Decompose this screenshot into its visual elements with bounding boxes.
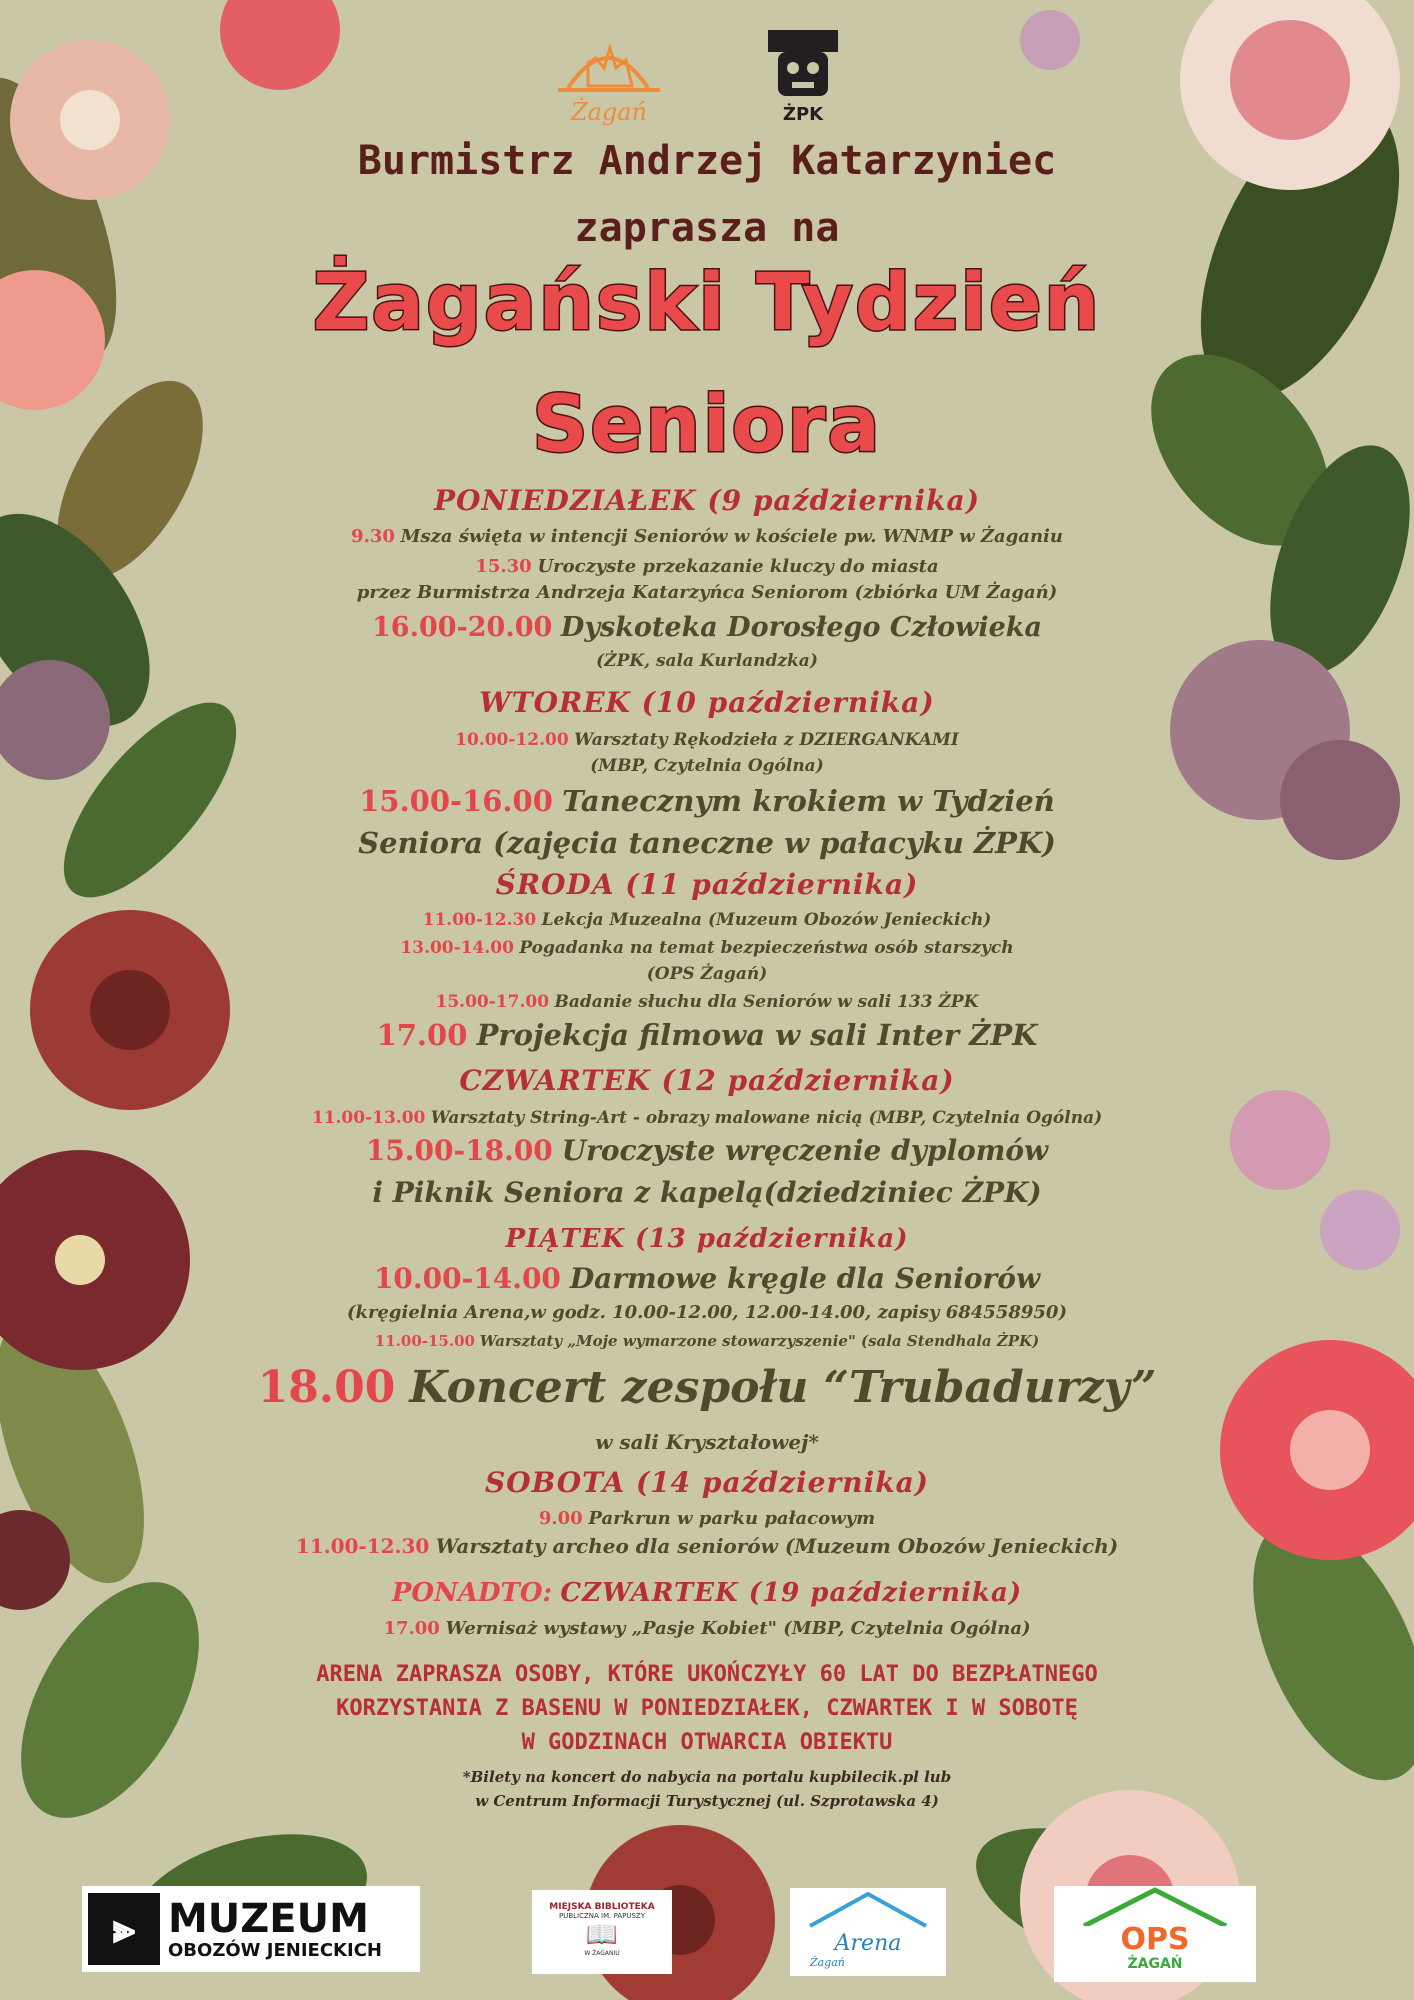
- extra-heading: [130, 1578, 1284, 1608]
- event-time: 17.00: [376, 1018, 468, 1052]
- event-row: [130, 1108, 1284, 1128]
- extra-prefix: PONADTO:: [391, 1578, 553, 1608]
- event-row: [130, 1018, 1284, 1052]
- event-row: [130, 1618, 1284, 1639]
- zagan-logo-text: Żagań: [570, 98, 648, 126]
- ops-logo: [1054, 1886, 1256, 1982]
- event-text: Uroczyste wręczenie dyplomów: [561, 1134, 1049, 1167]
- saturday-heading: SOBOTA (14 października): [484, 1466, 929, 1499]
- ticket-note-line2: w Centrum Informacji Turystycznej (ul. Szprotawska 4): [475, 1792, 939, 1810]
- event-time: 9.00: [538, 1508, 583, 1529]
- muzeum-mark-icon: ⫸: [88, 1893, 160, 1965]
- wednesday-heading: ŚRODA (11 października): [495, 868, 919, 901]
- thursday-heading: CZWARTEK (12 października): [459, 1064, 955, 1097]
- event-row: [130, 1134, 1284, 1167]
- header-line1: Burmistrz Andrzej Katarzyniec: [357, 138, 1057, 184]
- event-subtext: (MBP, Czytelnia Ogólna): [590, 756, 824, 776]
- event-time: 18.00: [257, 1362, 396, 1413]
- muzeum-subname: OBOZÓW JENIECKICH: [168, 1939, 382, 1961]
- event-row: [130, 938, 1284, 958]
- event-row: [130, 1508, 1284, 1529]
- event-text-cont: i Piknik Seniora z kapelą(dziedziniec ŻPK): [372, 1176, 1042, 1209]
- event-time: 13.00-14.00: [400, 938, 514, 958]
- title-line2: Seniora: [531, 380, 883, 470]
- event-row: [130, 1332, 1284, 1350]
- event-text-cont: Seniora (zajęcia taneczne w pałacyku ŻPK): [358, 826, 1056, 860]
- tuesday-heading: WTOREK (10 października): [479, 686, 935, 719]
- event-text: Dyskoteka Dorosłego Człowieka: [560, 612, 1042, 643]
- event-text: Warsztaty Rękodzieła z DZIERGANKAMI: [574, 730, 959, 750]
- event-text-cont: przez Burmistrza Andrzeja Katarzyńca Seniorom (zbiórka UM Żagań): [356, 582, 1058, 603]
- mbp-name: MIEJSKA BIBLIOTEKA: [549, 1902, 655, 1912]
- event-row: [130, 910, 1284, 930]
- header-line2: zaprasza na: [574, 205, 840, 251]
- flower-decoration: [60, 90, 120, 150]
- arena-notice-line2: KORZYSTANIA Z BASENU W PONIEDZIAŁEK, CZWARTEK I W SOBOTĘ: [336, 1696, 1078, 1721]
- event-time: 11.00-12.30: [295, 1534, 430, 1558]
- extra-day: CZWARTEK (19 października): [560, 1578, 1023, 1608]
- ops-name: OPS: [1120, 1922, 1190, 1957]
- event-text: Koncert zespołu “Trubadurzy”: [409, 1362, 1157, 1413]
- ticket-note-line1: *Bilety na koncert do nabycia na portalu kupbilecik.pl lub: [462, 1768, 952, 1786]
- flower-decoration: [1320, 1190, 1400, 1270]
- arena-roof-icon: [790, 1888, 946, 1928]
- arena-name: Arena: [834, 1931, 902, 1956]
- event-time: 15.00-16.00: [359, 784, 553, 818]
- event-time: 10.00-14.00: [373, 1262, 561, 1295]
- event-row: [130, 612, 1284, 643]
- event-subtext: (ŻPK, sala Kurlandzka): [596, 651, 818, 671]
- event-row: [130, 992, 1284, 1012]
- event-text: Warsztaty archeo dla seniorów (Muzeum Obozów Jenieckich): [435, 1534, 1119, 1558]
- event-text: Warsztaty „Moje wymarzone stowarzyszenie" (sala Stendhala ŻPK): [479, 1332, 1040, 1350]
- event-time: 11.00-13.00: [311, 1108, 426, 1128]
- event-text: Projekcja filmowa w sali Inter ŻPK: [476, 1018, 1038, 1052]
- flower-decoration: [55, 1235, 105, 1285]
- arena-notice-line1: ARENA ZAPRASZA OSOBY, KTÓRE UKOŃCZYŁY 60 LAT DO BEZPŁATNEGO: [316, 1662, 1098, 1687]
- event-time: 10.00-12.00: [455, 730, 569, 750]
- mbp-subname: PUBLICZNA IM. PAPUSZY: [558, 1912, 646, 1920]
- arena-logo: [790, 1888, 946, 1976]
- event-subtext: (OPS Żagań): [646, 964, 768, 984]
- event-row: [130, 1262, 1284, 1295]
- flower-decoration: [1290, 1410, 1370, 1490]
- event-row: [130, 556, 1284, 577]
- event-time: 15.00-17.00: [435, 992, 550, 1012]
- ops-city: ŻAGAŃ: [1127, 1956, 1183, 1972]
- event-text: Msza święta w intencji Seniorów w kościele pw. WNMP w Żaganiu: [400, 526, 1063, 547]
- event-text: Tanecznym krokiem w Tydzień: [562, 784, 1055, 818]
- muzeum-logo: [82, 1886, 420, 1972]
- mbp-city: W ŻAGANIU: [584, 1950, 620, 1957]
- event-time: 11.00-15.00: [374, 1332, 475, 1350]
- event-row: [130, 526, 1284, 547]
- event-time: 11.00-12.30: [422, 910, 537, 930]
- event-text: Badanie słuchu dla Seniorów w sali 133 ŻPK: [554, 992, 979, 1012]
- title-line1: Żagański Tydzień: [312, 258, 1102, 348]
- event-row: [130, 1534, 1284, 1558]
- arena-notice-line3: W GODZINACH OTWARCIA OBIEKTU: [521, 1730, 893, 1755]
- house-icon: [1054, 1886, 1256, 1926]
- event-time: 15.00-18.00: [365, 1134, 553, 1167]
- event-text: Lekcja Muzealna (Muzeum Obozów Jenieckich): [541, 910, 992, 930]
- event-subtext: w sali Kryształowej*: [595, 1430, 819, 1454]
- event-time: 15.30: [475, 556, 532, 577]
- book-icon: 📖: [585, 1920, 619, 1950]
- event-text: Parkrun w parku pałacowym: [588, 1508, 876, 1529]
- arena-city: Żagań: [810, 1956, 845, 1969]
- event-row: [130, 784, 1284, 818]
- zpk-logo-text: ŻPK: [782, 104, 824, 125]
- mbp-logo: [532, 1890, 672, 1974]
- muzeum-name: MUZEUM: [168, 1895, 369, 1942]
- event-time: 9.30: [351, 526, 395, 547]
- event-text: Darmowe kręgle dla Seniorów: [569, 1262, 1041, 1295]
- friday-heading: PIĄTEK (13 października): [505, 1224, 909, 1254]
- event-row: [130, 730, 1284, 750]
- concert-row: [120, 1362, 1294, 1413]
- event-time: 16.00-20.00: [372, 612, 553, 643]
- event-text: Uroczyste przekazanie kluczy do miasta: [537, 556, 939, 577]
- poster-content: [130, 0, 1284, 2000]
- flower-decoration: [1280, 740, 1400, 860]
- event-subtext: (kręgielnia Arena,w godz. 10.00-12.00, 12.00-14.00, zapisy 684558950): [347, 1302, 1067, 1323]
- monday-heading: PONIEDZIAŁEK (9 października): [434, 484, 980, 517]
- event-text: Warsztaty String-Art - obrazy malowane nicią (MBP, Czytelnia Ogólna): [430, 1108, 1103, 1128]
- event-time: 17.00: [383, 1618, 440, 1639]
- event-text: Pogadanka na temat bezpieczeństwa osób starszych: [519, 938, 1014, 958]
- event-text: Wernisaż wystawy „Pasje Kobiet" (MBP, Czytelnia Ogólna): [445, 1618, 1031, 1639]
